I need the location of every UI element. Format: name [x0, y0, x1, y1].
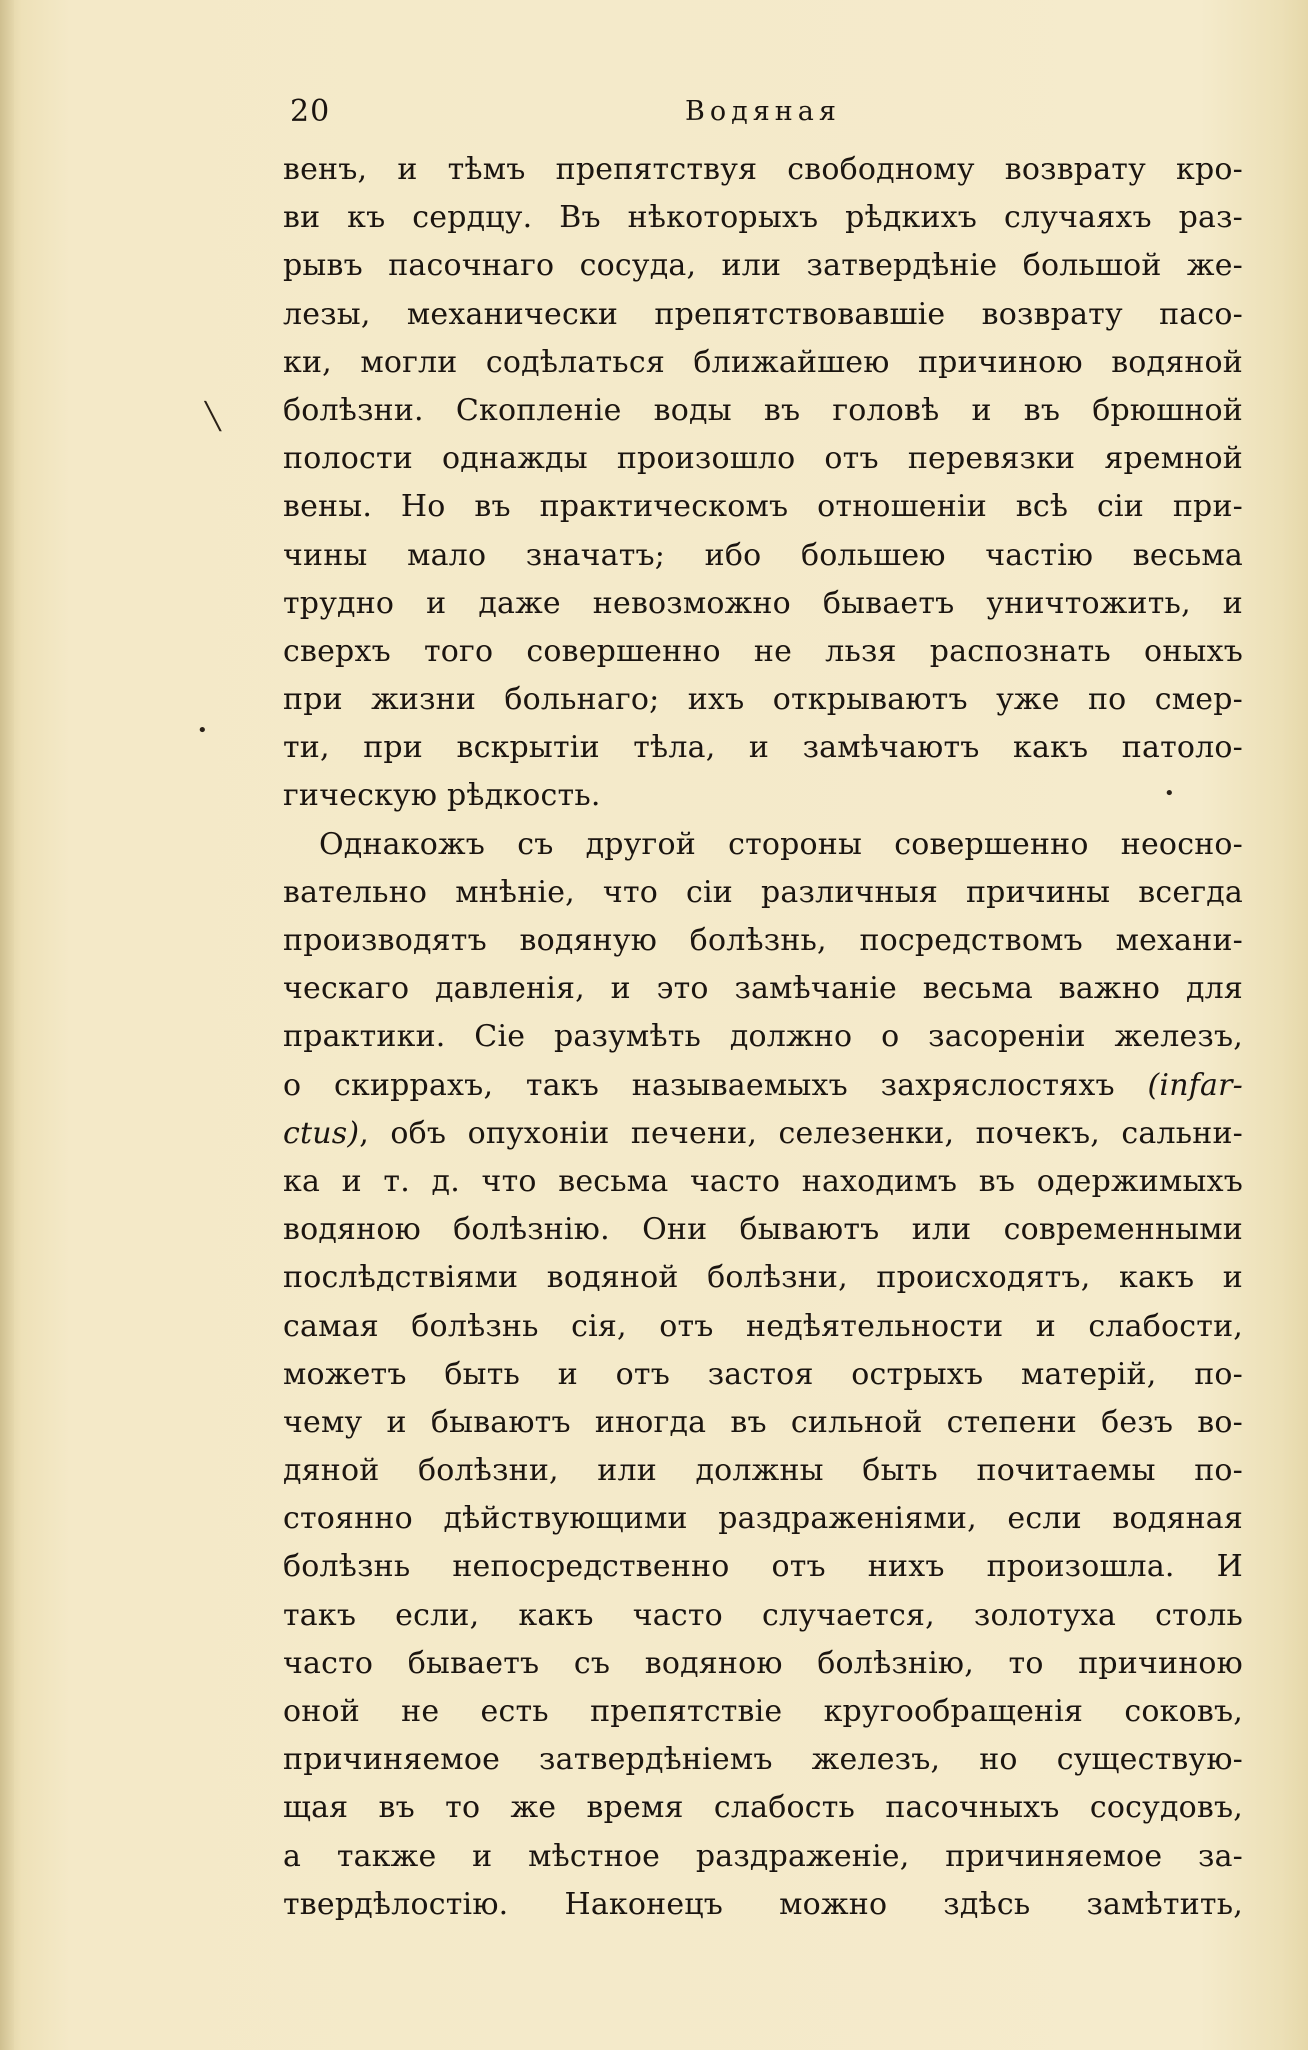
text-line: практики. Сіе разумѣть должно о засореніи железъ,: [283, 1019, 1243, 1055]
text-line: ка и т. д. что весьма часто находимъ въ одержимыхъ: [283, 1163, 1243, 1199]
ink-speck: •: [1164, 783, 1175, 804]
text-line: чему и бываютъ иногда въ сильной степени безъ во-: [283, 1404, 1243, 1440]
text-line: твердѣлостію. Наконецъ можно здѣсь замѣтить,: [283, 1886, 1243, 1922]
text-line: а также и мѣстное раздраженіе, причиняемое за-: [283, 1838, 1243, 1874]
latin-term: (infar-: [1147, 1067, 1243, 1103]
text-line: трудно и даже невозможно бываетъ уничтожить, и: [283, 585, 1243, 621]
body-text: [283, 146, 1243, 1929]
text-line: такъ если, какъ часто случается, золотуха столь: [283, 1597, 1243, 1633]
text-line: стоянно дѣйствующими раздраженіями, если водяная: [283, 1501, 1243, 1537]
page-number: 20: [290, 94, 331, 129]
text-line: о скиррахъ, такъ называемыхъ захряслостяхъ (infar-: [283, 1067, 1243, 1103]
text-line: ческаго давленія, и это замѣчаніе весьма важно для: [283, 971, 1243, 1007]
page-binding-edge: [0, 0, 14, 2050]
text-line: болѣзнь непосредственно отъ нихъ произошла. И: [283, 1549, 1243, 1585]
text-line: болѣзни. Скопленіе воды въ головѣ и въ брюшной: [283, 392, 1243, 428]
text-line: лезы, механически препятствовавшіе возврату пасо-: [283, 296, 1243, 332]
text-line: водяною болѣзнію. Они бываютъ или современными: [283, 1212, 1243, 1248]
text-line: дяной болѣзни, или должны быть почитаемы по-: [283, 1453, 1243, 1489]
text-line: ки, могли содѣлаться ближайшею причиною водяной: [283, 344, 1243, 380]
text-line: ви къ сердцу. Въ нѣкоторыхъ рѣдкихъ случаяхъ раз-: [283, 200, 1243, 236]
text-line: причиняемое затвердѣніемъ железъ, но существую-: [283, 1742, 1243, 1778]
text-line: рывъ пасочнаго сосуда, или затвердѣніе большой же-: [283, 248, 1243, 284]
text-line: самая болѣзнь сія, отъ недѣятельности и слабости,: [283, 1308, 1243, 1344]
text-line: ти, при вскрытіи тѣла, и замѣчаютъ какъ патоло-: [283, 730, 1243, 766]
text-line: часто бываетъ съ водяною болѣзнію, то причиною: [283, 1645, 1243, 1681]
text-line: вены. Но въ практическомъ отношеніи всѣ сіи при-: [283, 489, 1243, 525]
text-line: послѣдствіями водяной болѣзни, происходятъ, какъ и: [283, 1260, 1243, 1296]
text-line: чины мало значатъ; ибо большею частію весьма: [283, 537, 1243, 573]
text-line: оной не есть препятствіе кругообращенія соковъ,: [283, 1694, 1243, 1729]
ink-speck: •: [197, 720, 208, 741]
latin-term: ctus): [283, 1115, 360, 1151]
text-line: производятъ водяную болѣзнь, посредствомъ механи-: [283, 923, 1243, 958]
text-line: при жизни больнаго; ихъ открываютъ уже по смер-: [283, 682, 1243, 718]
pencil-mark: ╲: [205, 402, 221, 432]
page-header: [290, 92, 1240, 136]
text-line: сверхъ того совершенно не льзя распознать оныхъ: [283, 633, 1243, 669]
running-title: Водяная: [685, 96, 841, 127]
text-line: венъ, и тѣмъ препятствуя свободному возврату кро-: [283, 152, 1243, 187]
text-line: щая въ то же время слабость пасочныхъ сосудовъ,: [283, 1790, 1243, 1826]
text-line: гическую рѣдкость.: [283, 778, 601, 814]
text-line: ctus), объ опухоніи печени, селезенки, почекъ, сальни-: [283, 1115, 1243, 1151]
text-line: полости однажды произошло отъ перевязки яремной: [283, 441, 1243, 477]
paragraph-first-line: Однакожъ съ другой стороны совершенно неосно-: [319, 826, 1243, 862]
text-line: можетъ быть и отъ застоя острыхъ матерій, по-: [283, 1356, 1243, 1392]
text-line: вательно мнѣніе, что сіи различныя причины всегда: [283, 874, 1243, 910]
